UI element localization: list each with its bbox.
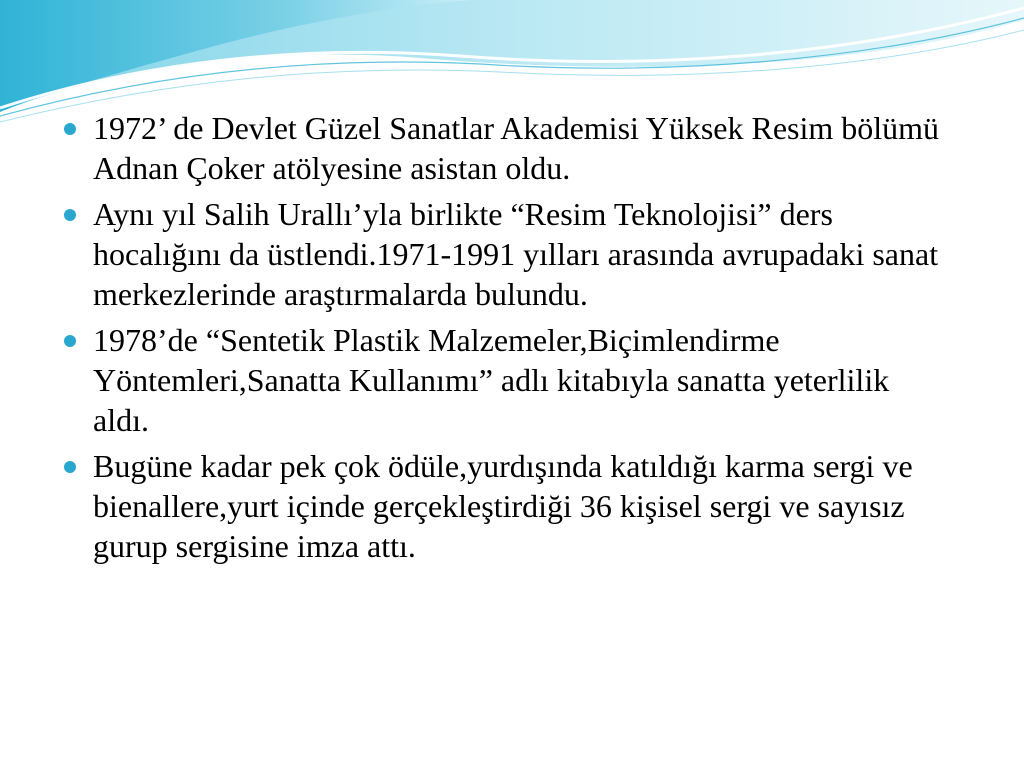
bullet-item <box>60 194 950 314</box>
bullet-text: Bugüne kadar pek çok ödüle,yurdışında katıldığı karma sergi ve bienallere,yurt içinde gerçekleştirdiği 36 kişisel sergi ve sayısız gurup sergisine imza attı. <box>93 448 913 564</box>
bullet-item <box>60 446 950 566</box>
bullet-dot-icon <box>64 335 76 347</box>
bullet-dot-icon <box>64 123 76 135</box>
bullet-text: 1972’ de Devlet Güzel Sanatlar Akademisi Yüksek Resim bölümü Adnan Çoker atölyesine asistan oldu. <box>93 110 940 186</box>
slide-body <box>60 108 950 572</box>
bullet-item <box>60 108 950 188</box>
bullet-dot-icon <box>64 461 76 473</box>
bullet-item <box>60 320 950 440</box>
bullet-dot-icon <box>64 209 76 221</box>
bullet-text: Aynı yıl Salih Urallı’yla birlikte “Resim Teknolojisi” ders hocalığını da üstlendi.1971-1991 yılları arasında avrupadaki sanat merkezlerinde araştırmalarda bulundu. <box>93 196 939 312</box>
bullet-text: 1978’de “Sentetik Plastik Malzemeler,Biçimlendirme Yöntemleri,Sanatta Kullanımı” adlı kitabıyla sanatta yeterlilik aldı. <box>93 322 890 438</box>
bullet-list <box>60 108 950 566</box>
